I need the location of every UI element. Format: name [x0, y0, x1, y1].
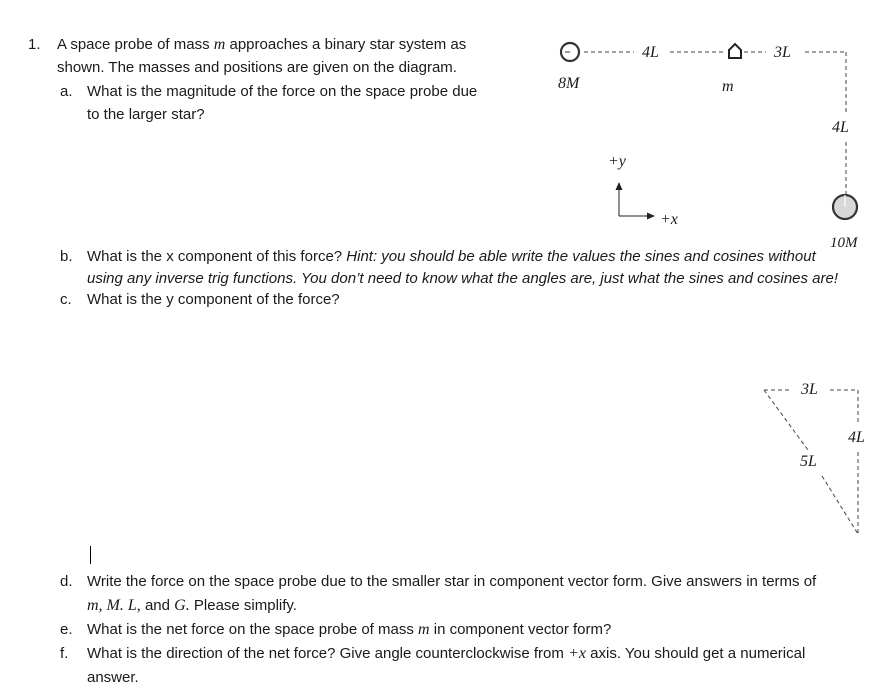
part-f-axis-symbol: +x [568, 645, 586, 662]
intro-text-a: A space probe of mass [57, 36, 210, 53]
label-10m: 10M [830, 235, 858, 251]
triangle-hyp-bottom [822, 476, 858, 534]
label-m: m [722, 78, 734, 95]
part-b-label: b. [60, 248, 73, 265]
label-plus-x: +x [660, 211, 678, 228]
part-d-rest: Please simplify. [193, 597, 297, 614]
part-a-line1: What is the magnitude of the force on the space probe due [87, 83, 478, 100]
part-d-G: G. [174, 597, 190, 614]
triangle-label-3l: 3L [801, 381, 818, 398]
x-axis-arrow-icon [647, 213, 655, 220]
part-b-question: What is the x component of this force? [87, 248, 343, 265]
part-b-hint-line2: using any inverse trig functions. You don’t need to know what the angles are, just what the sines and cosines are! [87, 270, 839, 287]
probe-icon [729, 44, 741, 58]
part-d-line1: Write the force on the space probe due to the smaller star in component vector form. Give answers in terms of [87, 573, 817, 590]
label-4l-top: 4L [642, 44, 659, 61]
part-d-symbols: m, M. L, [87, 597, 141, 614]
part-c-text: What is the y component of the force? [87, 291, 340, 308]
label-8m: 8M [558, 75, 580, 92]
part-f-line2: answer. [87, 669, 139, 686]
question-intro-line2: shown. The masses and positions are given on the diagram. [57, 59, 457, 76]
intro-text-b: approaches a binary star system as [229, 36, 467, 53]
label-3l-top: 3L [774, 44, 791, 61]
triangle-label-4l: 4L [848, 429, 865, 446]
part-f-text-a: What is the direction of the net force? Give angle counterclockwise from [87, 645, 564, 662]
y-axis-arrow-icon [616, 182, 623, 190]
intro-mass-symbol: m [213, 36, 226, 53]
part-e-text-a: What is the net force on the space probe of mass [87, 621, 414, 638]
question-number: 1. [28, 36, 41, 53]
triangle-label-5l: 5L [800, 453, 817, 470]
part-a-line2: to the larger star? [87, 106, 205, 123]
label-plus-y: +y [608, 153, 626, 170]
part-e-mass-symbol: m [418, 621, 430, 638]
part-f-text-b: axis. You should get a numerical [590, 645, 806, 662]
part-d-label: d. [60, 573, 73, 590]
part-b-hint-line1: Hint: you should be able write the values the sines and cosines without [346, 248, 816, 265]
part-d-and: and [144, 597, 170, 614]
label-4l-right: 4L [832, 119, 849, 136]
triangle-hyp-top [764, 390, 808, 450]
part-f-label: f. [60, 645, 69, 662]
part-e-label: e. [60, 621, 73, 638]
part-a-label: a. [60, 83, 73, 100]
part-e-text-b: in component vector form? [433, 621, 612, 638]
part-c-label: c. [60, 291, 72, 308]
